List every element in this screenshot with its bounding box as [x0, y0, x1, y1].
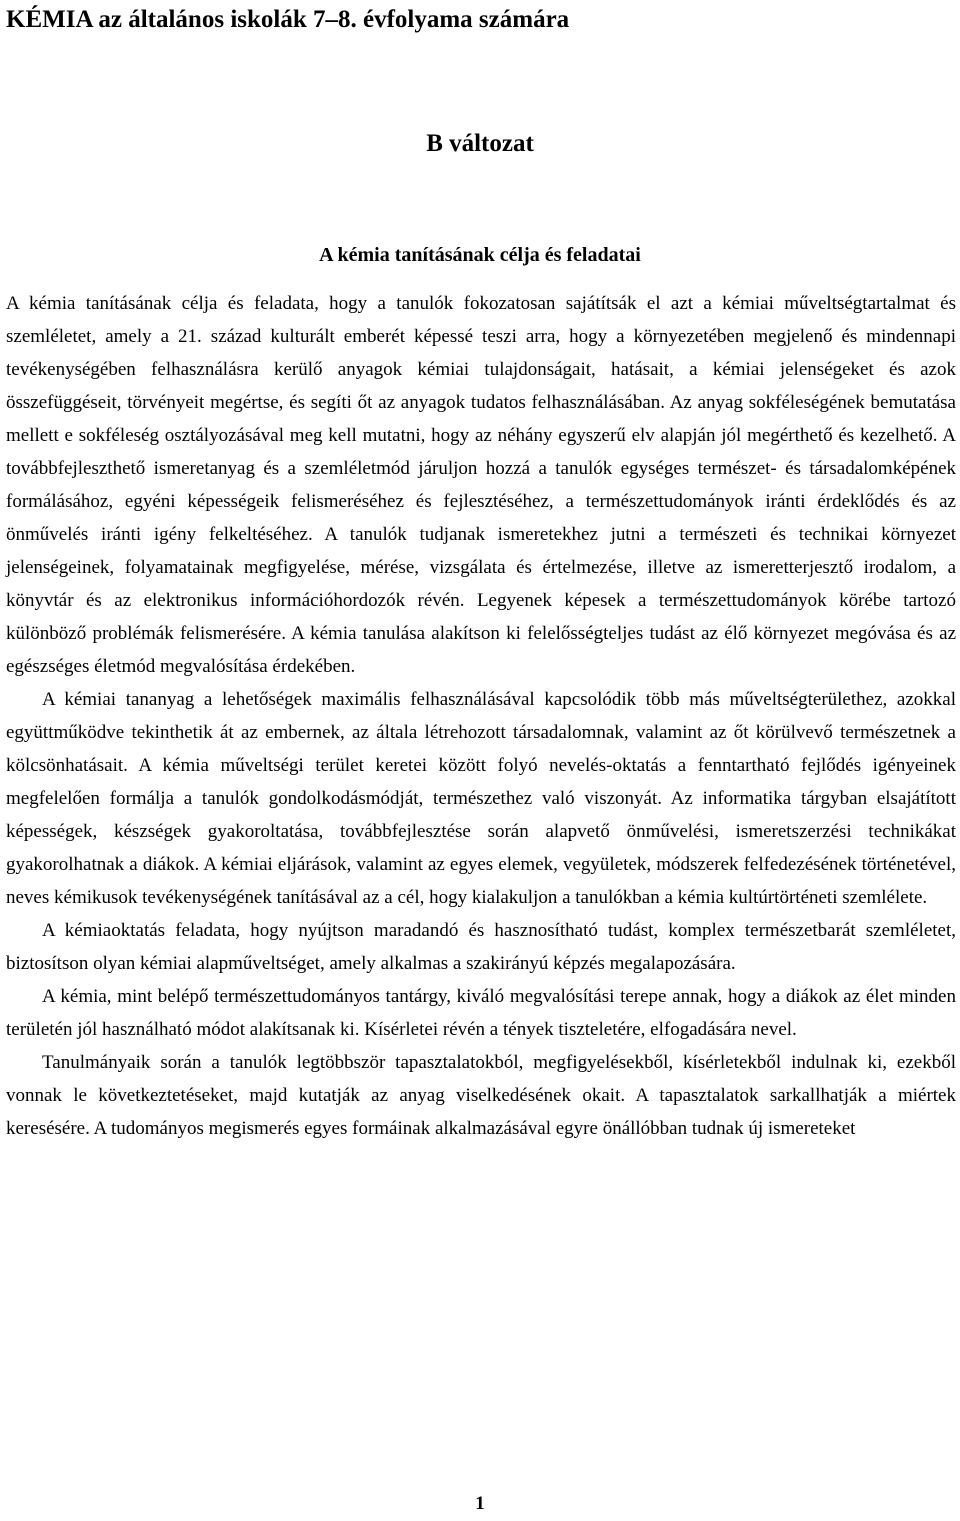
paragraph-4: A kémia, mint belépő természettudományos tantárgy, kiváló megvalósítási terepe annak, hogy a diákok az élet minden területén jól használható módot alakítsanak ki. Kísérletei révén a tények tiszteletére, elfogadására nevel.	[6, 986, 956, 1040]
paragraph-3: A kémiaoktatás feladata, hogy nyújtson maradandó és hasznosítható tudást, komplex természetbarát szemléletet, biztosítson olyan kémiai alapműveltséget, amely alkalmas a szakirányú képzés megalapozására.	[6, 920, 956, 974]
paragraph-1: A kémia tanításának célja és feladata, hogy a tanulók fokozatosan sajátítsák el azt a kémiai műveltségtartalmat és szemléletet, amely a 21. század kulturált emberét képessé teszi arra, hogy a környezetében megjelenő és mindennapi tevékenységében felhasználásra kerülő anyagok kémiai tulajdonságait, hatásait, a kémiai jelenségeket és azok összefüggéseit, törvényeit megértse, és segíti őt az anyagok tudatos felhasználásában. Az anyag sokféleségének bemutatása mellett e sokféleség osztályozásával meg kell mutatni, hogy az néhány egyszerű elv alapján jól megérthető és kezelhető. A továbbfejleszthető ismeretanyag és a szemléletmód járuljon hozzá a tanulók egységes természet- és társadalomképének formálásához, egyéni képességeik felismeréséhez és fejlesztéséhez, a természettudományok iránti érdeklődés és az önművelés iránti igény felkeltéséhez. A tanulók tudjanak ismeretekhez jutni a természeti és technikai környezet jelenségeinek, folyamatainak megfigyelése, mérése, vizsgálata és értelmezése, illetve az ismeretterjesztő irodalom, a könyvtár és az elektronikus információhordozók révén. Legyenek képesek a természettudományok körébe tartozó különböző problémák felismerésére. A kémia tanulása alakítson ki felelősségteljes tudást az élő környezet megóvása és az egészséges életmód megvalósítása érdekében.	[6, 293, 956, 677]
page-number: 1	[475, 1493, 485, 1514]
section-heading: A kémia tanításának célja és feladatai	[319, 244, 641, 266]
variant-heading: B változat	[426, 130, 534, 157]
paragraph-5: Tanulmányaik során a tanulók legtöbbször tapasztalatokból, megfigyelésekből, kísérletekből indulnak ki, ezekből vonnak le következtetéseket, majd kutatják az anyag viselkedésének okait. A tapasztalatok sarkallhatják a miértek keresésére. A tudományos megismerés egyes formáinak alkalmazásával egyre önállóbban tudnak új ismereteket	[6, 1052, 956, 1139]
body-text	[6, 287, 956, 1145]
paragraph-2: A kémiai tananyag a lehetőségek maximális felhasználásával kapcsolódik több más műveltségterülethez, azokkal együttműködve tekinthetik át az embernek, az általa létrehozott társadalomnak, valamint az őt körülvevő természetnek a kölcsönhatásait. A kémia műveltségi terület keretei között folyó nevelés-oktatás a fenntartható fejlődés igényeinek megfelelően formálja a tanulók gondolkodásmódját, természethez való viszonyát. Az informatika tárgyban elsajátított képességek, készségek gyakoroltatása, továbbfejlesztése során alapvető önművelési, ismeretszerzési technikákat gyakorolhatnak a diákok. A kémiai eljárások, valamint az egyes elemek, vegyületek, módszerek felfedezésének történetével, neves kémikusok tevékenységének tanításával az a cél, hogy kialakuljon a tanulókban a kémia kultúrtörténeti szemlélete.	[6, 689, 956, 908]
document-title: KÉMIA az általános iskolák 7–8. évfolyama számára	[6, 6, 570, 33]
